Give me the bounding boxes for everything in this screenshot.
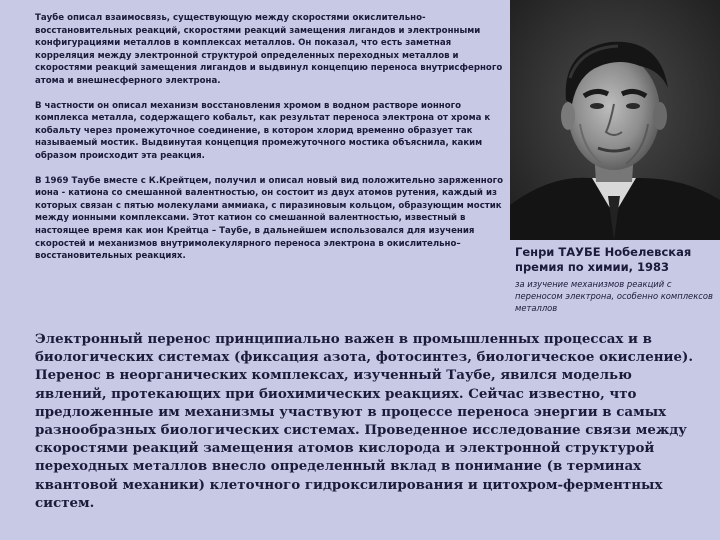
paragraph-correlation: Таубе описал взаимосвязь, существующую между скоростями окислительно-восстановительных реакций, скоростями реакций замещения лигандов и электронными конфигурациями металлов в комплексах металлов. Он показал, что есть заметная корреляция между электронной структурой определенных переходных металлов и скоростями реакций замещения лигандов и выдвинул концепцию переноса внутрисферного атома и внешнесферного электрона. (35, 13, 503, 86)
photo-caption (515, 245, 715, 314)
paragraph-bridge-mechanism: В частности он описал механизм восстановления хромом в водном растворе ионного комплекса металла, содержащего кобальт, как результат переноса электрона от хрома к кобальту через промежуточное соединение, в котором хлорид временно образует так называемый мостик. Выдвинутая концепция промежуточного мостика объяснила, каким образом происходит эта реакция. (35, 100, 491, 161)
laureate-name: Генри ТАУБЕ Нобелевская премия по химии, 1983 (515, 245, 692, 274)
summary-paragraph: Электронный перенос принципиально важен в промышленных процессах и в биологических системах (фиксация азота, фотосинтез, биологическое окисление). Перенос в неорганических комплексах, изученный Таубе, явился моделью явлений, протекающих при биохимических реакциях. Сейчас известно, что предложенные им механизмы участвуют в процессе переноса энергии в самых разнообразных биологических системах. Проведенное исследование связи между скоростями реакций замещения атомов кислорода и электронной структурой переходных металлов внесло определенный вклад в понимание (в терминах квантовой механики) клеточного гидроксилирования и цитохром-ферментных систем. (35, 331, 693, 511)
portrait-photo (510, 0, 720, 240)
prize-citation: за изучение механизмов реакций с переносом электрона, особенно комплексов металлов (515, 279, 713, 313)
paragraph-creutz-taube-ion: В 1969 Таубе вместе с К.Крейтцем, получил и описал новый вид положительно заряженного иона - катиона со смешанной валентностью, он состоит из двух атомов рутения, каждый из которых связан с пятью молекулами аммиака, с пиразиновым кольцом, образующим мостик между ионными комплексами. Этот катион со смешанной валентностью, известный в настоящее время как ион Крейтца – Таубе, в дальнейшем использовался для изучения скоростей и механизмов внутримолекулярного переноса электрона в окислительно–восстановительных реакциях. (35, 175, 504, 262)
main-text-block (35, 12, 505, 263)
